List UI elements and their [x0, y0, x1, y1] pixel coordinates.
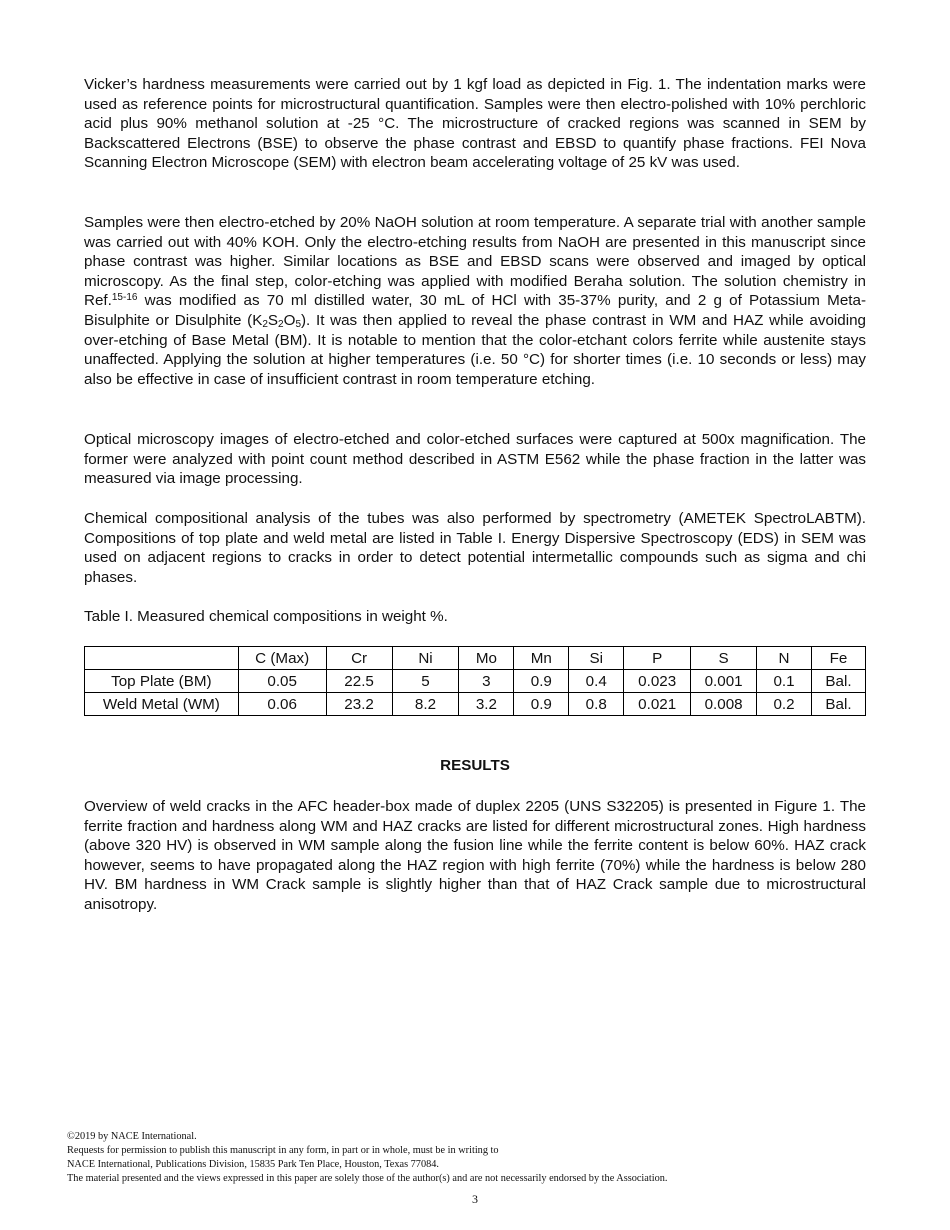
text-run: O	[283, 311, 296, 329]
footer-notice	[67, 1130, 887, 1186]
table-cell: 23.2	[326, 693, 392, 716]
table-header-cell: Si	[569, 647, 624, 670]
table-header-cell: Fe	[812, 647, 866, 670]
table-cell: 5	[392, 670, 459, 693]
table-cell: Bal.	[812, 693, 866, 716]
table-row	[85, 670, 866, 693]
table-cell: 0.9	[514, 693, 569, 716]
text-run: ). It was then applied to reveal the phase contrast in WM and HAZ while avoiding over-etching of Base Metal (BM). It is notable to mention that the color-etchant colors ferrite while austenite stays unaffected. Applying the solution at higher temperatures (i.e. 50 °C) for shorter times (i.e. 10 seconds or less) may also be effective in case of insufficient contrast in room temperature etching.	[84, 311, 866, 388]
table-cell: Weld Metal (WM)	[85, 693, 239, 716]
page-number: 3	[472, 1192, 478, 1206]
table-header-cell: Ni	[392, 647, 459, 670]
table-cell: 0.1	[757, 670, 812, 693]
footer-permission-line: Requests for permission to publish this manuscript in any form, in part or in whole, must be in writing to	[67, 1145, 499, 1156]
table-cell: 0.008	[691, 693, 757, 716]
table-cell: 0.021	[624, 693, 691, 716]
text-run: Samples were then electro-etched by 20% NaOH solution at room temperature. A separate trial with another sample was carried out with 40% KOH. Only the electro-etching results from NaOH are presented in this manuscript since phase contrast was higher. Similar locations as BSE and EBSD scans were observed and imaged by optical microscopy. As the final step, color-etching was applied with modified Beraha solution. The solution chemistry in Ref.	[84, 214, 866, 310]
reference-superscript: 15-16	[111, 292, 138, 304]
table-cell: 0.2	[757, 693, 812, 716]
table-cell: Bal.	[812, 670, 866, 693]
table-cell: 0.023	[624, 670, 691, 693]
subscript: 2	[278, 318, 284, 330]
table-cell: Top Plate (BM)	[85, 670, 239, 693]
footer-disclaimer-line: The material presented and the views expressed in this paper are solely those of the author(s) and are not necessarily endorsed by the Association.	[67, 1173, 668, 1184]
table-caption: Table I. Measured chemical compositions in weight %.	[84, 608, 448, 625]
table-cell: 0.8	[569, 693, 624, 716]
table-header-cell: Cr	[326, 647, 392, 670]
paragraph-hardness-methods: Vicker’s hardness measurements were carried out by 1 kgf load as depicted in Fig. 1. The indentation marks were used as reference points for microstructural quantification. Samples were then electro-polished with 10% perchloric acid plus 90% methanol solution at -25 °C. The microstructure of cracked regions was scanned in SEM by Backscattered Electrons (BSE) to observe the phase contrast and EBSD to quantify phase fractions. FEI Nova Scanning Electron Microscope (SEM) with electron beam accelerating voltage of 25 kV was used.	[84, 76, 866, 172]
table-cell: 0.06	[238, 693, 326, 716]
table-header-cell: S	[691, 647, 757, 670]
text-run: S	[267, 311, 279, 329]
table-row	[85, 693, 866, 716]
paragraph-chemical-analysis: Chemical compositional analysis of the tubes was also performed by spectrometry (AMETEK SpectroLABTM). Compositions of top plate and weld metal are listed in Table I. Energy Dispersive Spectroscopy (EDS) in SEM was used on adjacent regions to cracks in order to detect potential intermetallic compounds such as sigma and chi phases.	[84, 510, 866, 586]
table-header-row	[85, 647, 866, 670]
paragraph-optical-microscopy: Optical microscopy images of electro-etched and color-etched surfaces were captured at 500x magnification. The former were analyzed with point count method described in ASTM E562 while the phase fraction in the latter was measured via image processing.	[84, 431, 866, 488]
table-cell: 3.2	[459, 693, 514, 716]
footer-copyright: ©2019 by NACE International.	[67, 1131, 197, 1142]
subscript: 2	[262, 318, 268, 330]
table-header-cell: Mn	[514, 647, 569, 670]
footer-address-line: NACE International, Publications Division, 15835 Park Ten Place, Houston, Texas 77084.	[67, 1159, 439, 1170]
text-run: was modified as 70 ml distilled water, 30 mL of HCl with 35-37% purity, and 2 g of Potassium Meta-Bisulphite or Disulphite (K	[84, 292, 866, 329]
composition-table	[84, 646, 866, 716]
table-cell: 3	[459, 670, 514, 693]
table-cell: 8.2	[392, 693, 459, 716]
paragraph-results-overview: Overview of weld cracks in the AFC header-box made of duplex 2205 (UNS S32205) is presented in Figure 1. The ferrite fraction and hardness along WM and HAZ cracks are listed for different microstructural zones. High hardness (above 320 HV) is observed in WM sample along the fusion line while the ferrite content is below 60%. HAZ crack however, seems to have propagated along the HAZ region with high ferrite (70%) while the hardness is below 280 HV. BM hardness in WM Crack sample is slightly higher than that of HAZ Crack sample due to microstructural anisotropy.	[84, 798, 866, 913]
table-cell: 22.5	[326, 670, 392, 693]
table-header-cell	[85, 647, 239, 670]
paragraph-etching-methods	[84, 213, 866, 389]
table-header-cell: N	[757, 647, 812, 670]
table-cell: 0.001	[691, 670, 757, 693]
table-cell: 0.4	[569, 670, 624, 693]
table-header-cell: P	[624, 647, 691, 670]
table-cell: 0.05	[238, 670, 326, 693]
subscript: 5	[295, 318, 301, 330]
table-cell: 0.9	[514, 670, 569, 693]
table-header-cell: C (Max)	[238, 647, 326, 670]
table-header-cell: Mo	[459, 647, 514, 670]
section-heading-results: RESULTS	[440, 757, 510, 774]
